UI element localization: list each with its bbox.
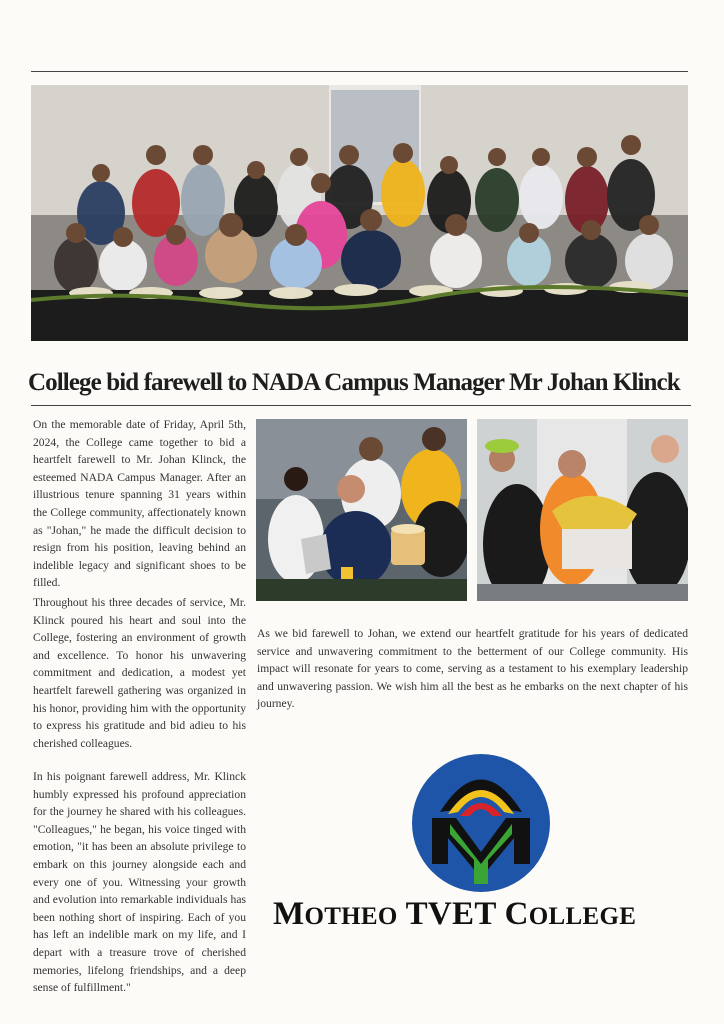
group-photo <box>31 85 688 341</box>
paragraph-1: On the memorable date of Friday, April 5th, 2024, the College came together to bid a heartfelt farewell to Mr. Johan Klinck, the esteemed NADA Campus Manager. After an illustrious tenure spanning 31 years within the College community, affectionately known as "Johan," he made the difficult decision to resign from his position, leaving behind an indelible legacy and significant shoes to be filled. <box>33 418 246 590</box>
college-name-m: M <box>273 896 305 932</box>
paragraph-3: In his poignant farewell address, Mr. Klinck humbly expressed his profound appreciation for the journey he shared with his colleagues. "Colleagues," he began, his voice tinged with emotion, "it has been an absolute privilege to embark on this journey alongside each and every one of you. Witnessing your growth and evolution into remarkable individuals has been nothing short of inspiring. Each of you has left an indelible mark on my life, and I depart with a treasure trove of cherished memories, lifelong friendships, and a deep sense of fulfillment." <box>33 770 246 995</box>
headline-rule <box>31 405 691 406</box>
gift-photo <box>477 419 688 601</box>
college-name-otheo: OTHEO <box>304 903 398 930</box>
college-name-ollege: OLLEGE <box>528 903 637 930</box>
top-rule <box>31 71 688 72</box>
article-headline: College bid farewell to NADA Campus Manager Mr Johan Klinck <box>28 368 680 396</box>
college-name-c: C <box>504 896 529 932</box>
college-name-tvet: TVET <box>405 896 497 932</box>
college-name <box>273 896 683 933</box>
cake-photo <box>256 419 467 601</box>
paragraph-2: Throughout his three decades of service, Mr. Klinck poured his heart and soul into the College, fostering an environment of growth and excellence. To honor his unwavering commitment and dedication, a modest yet heartfelt farewell gathering was organized in his honor, providing him with the opportunity to express his gratitude and bid adieu to his cherished colleagues. <box>33 596 246 750</box>
college-logo <box>410 752 552 894</box>
paragraph-4: As we bid farewell to Johan, we extend our heartfelt gratitude for his years of dedicated service and unwavering commitment to the betterment of our College community. His impact will resonate for years to come, serving as a testament to his exemplary leadership and unwavering passion. We wish him all the best as he embarks on the next chapter of his journey. <box>257 627 688 711</box>
